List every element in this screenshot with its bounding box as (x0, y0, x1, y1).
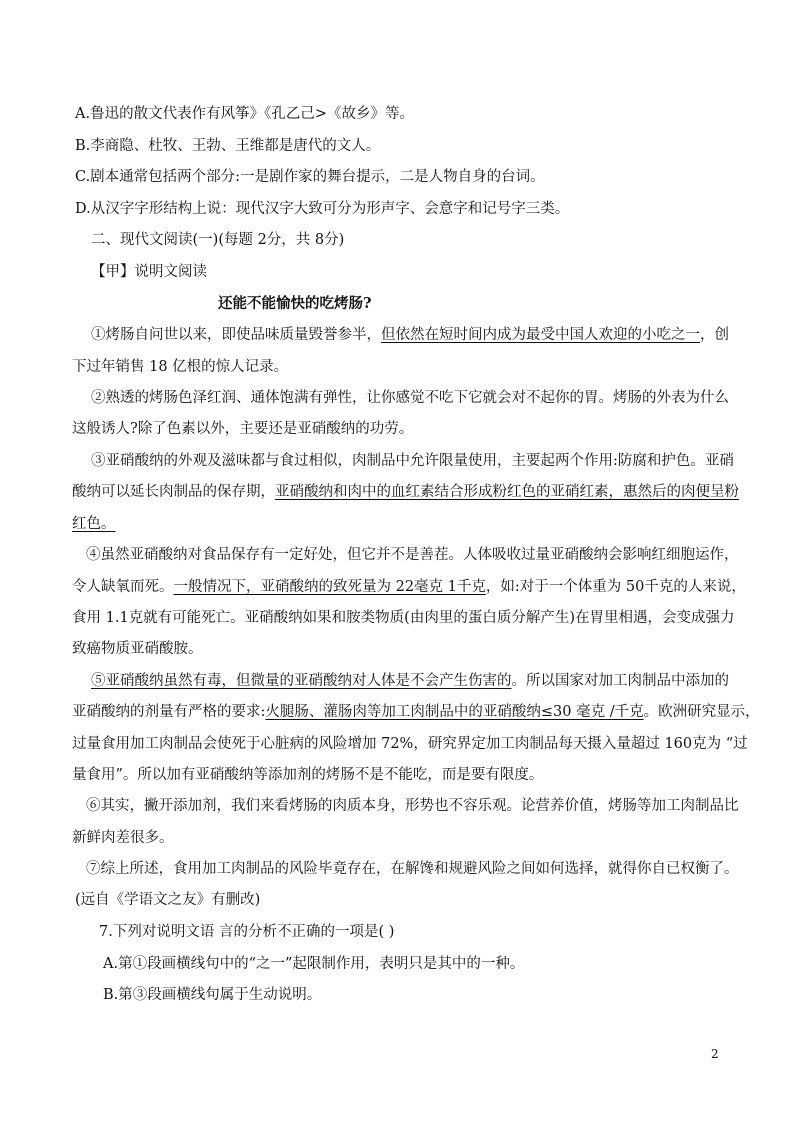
underlined-sentence-1: 但依然在短时间内成为最受中国人欢迎的小吃之一 (381, 327, 700, 343)
underlined-regulation: 火腿肠、灌肠肉等加工肉制品中的亚硝酸纳≤30 毫克 /千克 (265, 704, 644, 720)
page-number: 2 (711, 1047, 719, 1061)
underlined-sentence-4: 一般情况下，亚硝酸纳的致死量为 22毫克 1千克 (173, 579, 486, 595)
underlined-sentence-3: 亚硝酸纳和肉中的血红素结合形成粉红色的亚硝红素，惠然后的肉便呈粉 (275, 484, 739, 500)
underlined-sentence-5: ⑤亚硝酸纳虽然有毒，但微量的亚硝酸纳对人体是不会产生伤害的 (91, 673, 512, 689)
document-page: A.鲁迅的散文代表作有风筝》《孔乙己>《故乡》等。 B.李商隐、杜牧、王勃、王维都是唐代的文人。 C.剧本通常包括两个部分:一是剧作家的舞台提示，二是人物自身的台词。 D.从汉字字形结构上说：现代汉字大致可分为形声字、会意字和记号字三类。 二、现代文阅读(一)(每题 2分，共 8分) 【甲】说明文阅读 还能不能愉快的吃烤肠? ①烤肠自问世以来，即使品味质量毁誉参半，但依然在短时间内成为最受中国人欢迎的小吃之一，创 下过年销售 18 亿根的惊人记录。 ②熟透的烤肠色泽红润、通体饱满有弹性，让你感觉不吃下它就会对不起你的胃。烤肠的外表为什么 这般诱人?除了色素以外，主要还是亚硝酸纳的功劳。 ③亚硝酸纳的外观及滋味都与食过相似，肉制品中允许限量使用，主要起两个作用:防腐和护色。亚硝 酸纳可以延长肉制品的保存期，亚硝酸纳和肉中的血红素结合形成粉红色的亚硝红素，惠然后的肉便呈粉 红色。 ④虽然亚硝酸纳对食品保存有一定好处，但它并不是善茬。人体吸收过量亚硝酸纳会影响红细胞运作， 令人缺氧而死。一般情况下，亚硝酸纳的致死量为 22毫克 1千克，如:对于一个体重为 50千克的人来说， 食用 1.1克就有可能死亡。亚硝酸纳如果和胺类物质(由肉里的蛋白质分解产生)在胃里相遇，会变成强力 致癌物质亚硝酸胺。 ⑤亚硝酸纳虽然有毒，但微量的亚硝酸纳对人体是不会产生伤害的。所以国家对加工肉制品中添加的 亚硝酸纳的剂量有严格的要求:火腿肠、灌肠肉等加工肉制品中的亚硝酸纳≤30 毫克 /千克。欧洲研究显示， 过量食用加工肉制品会使死于心脏病的风险增加 72%，研究界定加工肉制品每天摄入量超过 160克为 “过 量食用”。所以加有亚硝酸纳等添加剂的烤肠不是不能吃，而是要有限度。 ⑥其实，撇开添加剂，我们来看烤肠的肉质本身，形势也不容乐观。论营养价值，烤肠等加工肉制品比 新鲜肉差很多。 ⑦综上所述，食用加工肉制品的风险毕竟存在，在解馋和规避风险之间如何选择，就得你自已权衡了。 (远自《学语文之友》有删改) 7.下列对说明文语 言的分析不正确的一项是( ) A.第①段画横线句中的“之一”起限制作用，表明只是其中的一种。 B.第③段画横线句属于生动说明。 2 (72, 106, 760, 1061)
